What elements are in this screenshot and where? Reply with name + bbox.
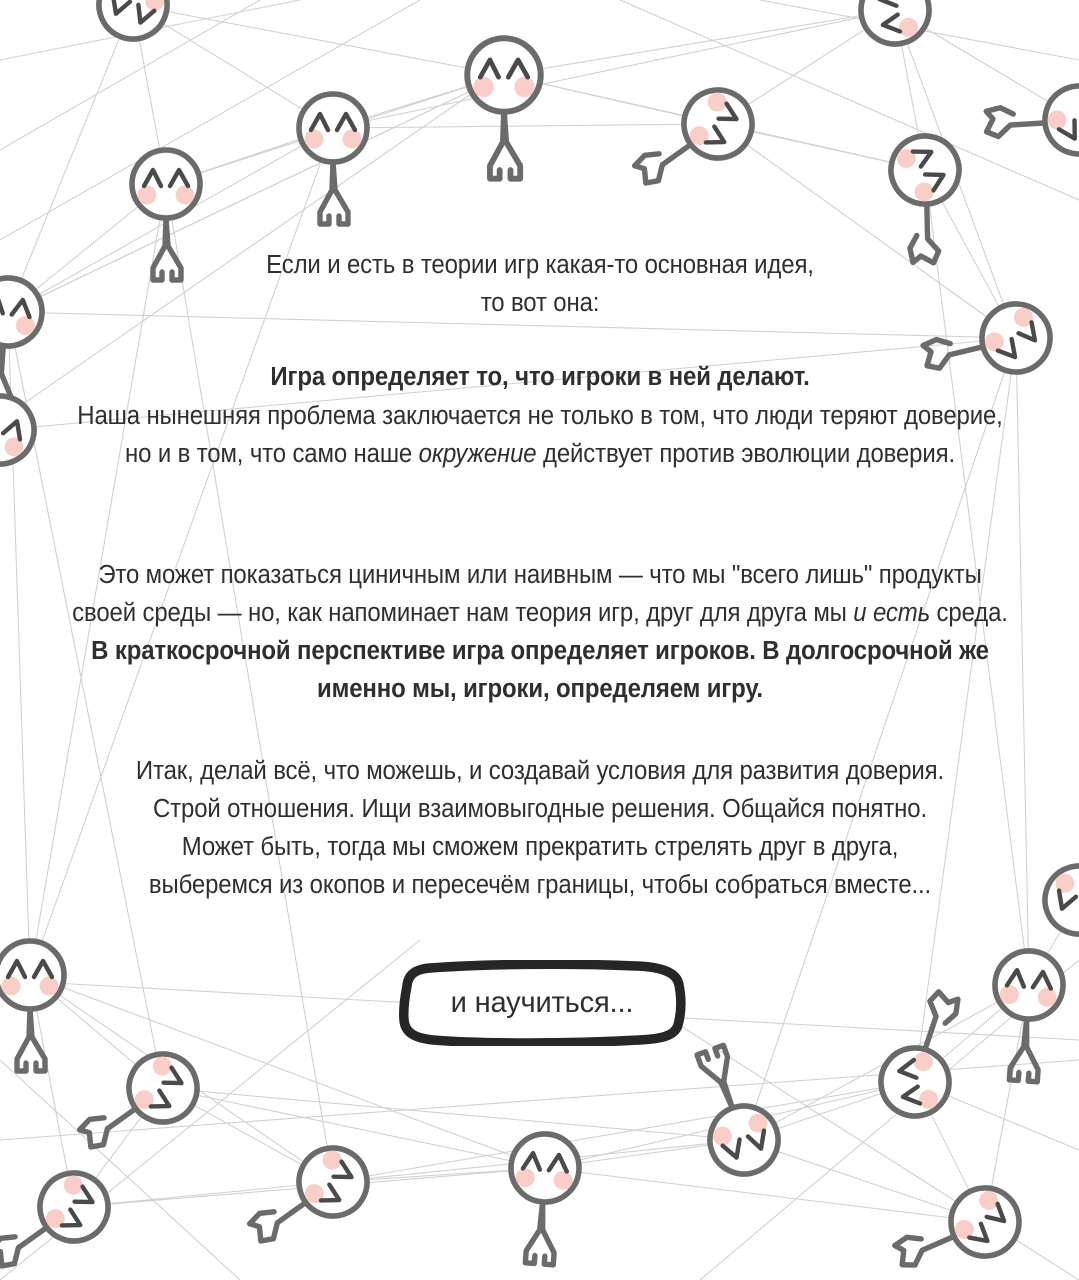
cynic-emphasis-we-are: и есть [852,599,930,627]
thesis-body-part-2: действует против эволюции доверия. [535,440,955,468]
cynic-part-2: среда. [929,599,1008,627]
intro-paragraph [70,246,1010,322]
action-line-2: Строй отношения. Ищи взаимовыгодные решения. Общайся понятно. [152,795,927,823]
thesis-headline: Игра определяет то, что игроки в ней делают. [269,363,810,391]
action-line-1: Итак, делай всё, что можешь, и создавай условия для развития доверия. [135,757,944,785]
thesis-emphasis-environment: окружение [418,440,536,468]
cta-button-container [0,960,1079,1046]
call-to-action-paragraph [70,752,1010,904]
cynic-bold-conclusion: В краткосрочной перспективе игра определяет игроков. В долгосрочной же именно мы, игроки, определяем игру. [90,637,989,703]
intro-line-1: Если и есть в теории игр какая-то основная идея, [265,251,814,279]
thesis-body-part-1: Наша нынешняя проблема заключается не только в том, что люди теряют доверие, но и в том, что само наше [76,402,1003,468]
thesis-paragraph [70,358,1010,473]
learn-more-button[interactable] [389,960,691,1046]
learn-more-button-label: и научиться... [450,986,633,1019]
cynic-part-1: Это может показаться циничным или наивным — что мы "всего лишь" продукты своей среды — но, как напоминает нам теория игр, друг для друга мы [71,561,982,627]
intro-line-2: то вот она: [480,289,599,317]
action-line-3: Может быть, тогда мы сможем прекратить стрелять друг в друга, [181,833,898,861]
action-line-4: выберемся из окопов и пересечём границы, чтобы собраться вместе... [148,871,931,899]
cynicism-paragraph [70,556,1010,708]
